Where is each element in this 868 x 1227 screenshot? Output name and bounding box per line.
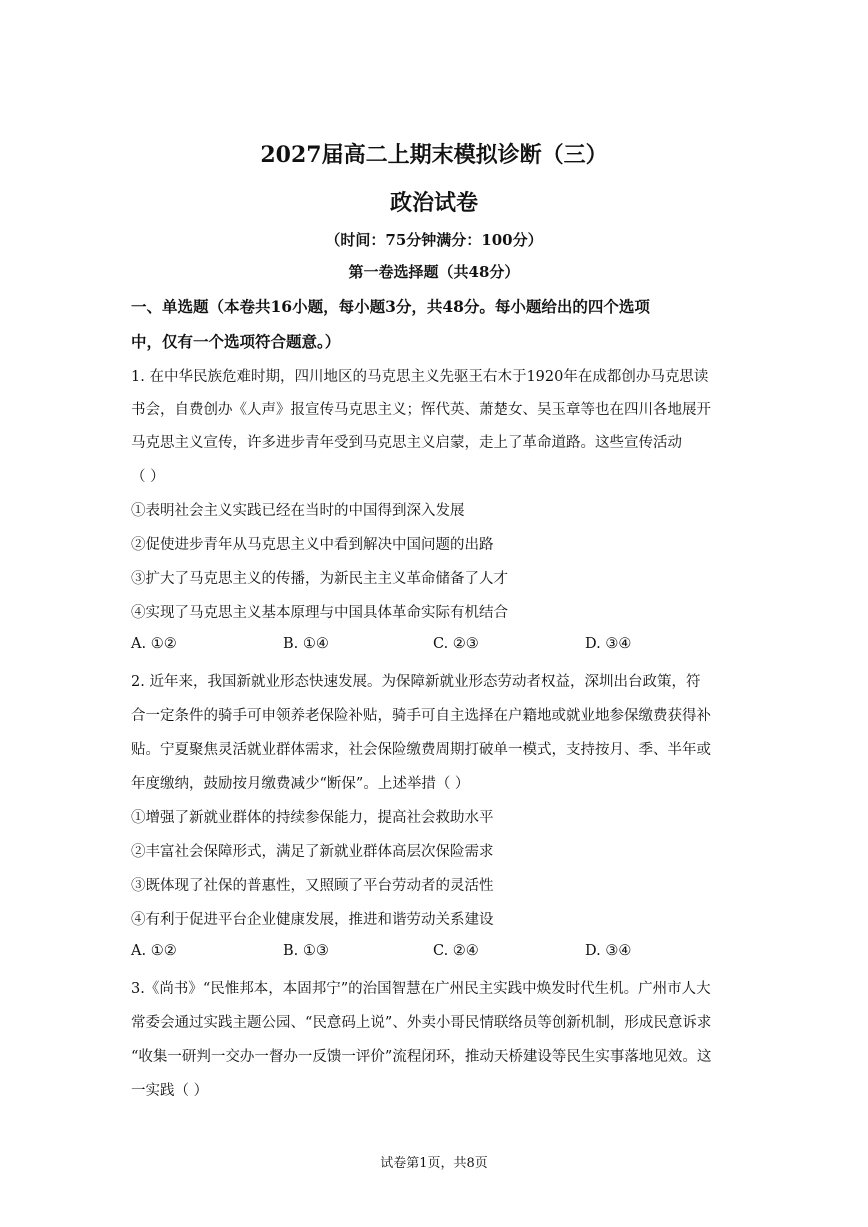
q2-item: ②丰富社会保障形式，满足了新就业群体高层次保险需求 (131, 844, 494, 860)
q1-stem-line: 书会，自费创办《人声》报宣传马克思主义；恽代英、萧楚女、吴玉章等也在四川各地展开 (131, 402, 711, 418)
q2-option-d: D. ③④ (585, 943, 632, 959)
q2-stem-line: 2. 近年来，我国新就业形态快速发展。为保障新就业形态劳动者权益，深圳出台政策，符 (131, 674, 701, 690)
q1-stem-line: （ ） (131, 469, 165, 485)
q1-option-a: A. ①② (131, 636, 177, 652)
q3-stem-line: 常委会通过实践主题公园、“民意码上说”、外卖小哥民情联络员等创新机制，形成民意诉求 (131, 1015, 712, 1031)
q1-option-d: D. ③④ (585, 636, 632, 652)
q2-stem-line: 贴。宁夏聚焦灵活就业群体需求，社会保险缴费周期打破单一模式，支持按月、季、半年或 (131, 742, 711, 758)
section-heading-line1: 一、单选题（本卷共16小题，每小题3分，共48分。每小题给出的四个选项 (131, 297, 650, 316)
q1-option-b: B. ①④ (283, 636, 329, 652)
q2-stem-line: 合一定条件的骑手可申领养老保险补贴，骑手可自主选择在户籍地或就业地参保缴费获得补 (131, 708, 711, 724)
q1-stem-line: 1. 在中华民族危难时期，四川地区的马克思主义先驱王右木于1920年在成都创办马克思读 (131, 369, 709, 385)
q3-stem-line: “收集一研判一交办一督办一反馈一评价”流程闭环，推动天桥建设等民生实事落地见效。这 (131, 1049, 712, 1065)
q3-stem-line: 一实践（ ） (131, 1083, 209, 1099)
q1-item: ④实现了马克思主义基本原理与中国具体革命实际有机结合 (131, 605, 508, 621)
q1-item: ①表明社会主义实践已经在当时的中国得到深入发展 (131, 503, 465, 519)
q2-item: ③既体现了社保的普惠性，又照顾了平台劳动者的灵活性 (131, 878, 494, 894)
q2-item: ④有利于促进平台企业健康发展，推进和谐劳动关系建设 (131, 912, 494, 928)
q2-item: ①增强了新就业群体的持续参保能力，提高社会救助水平 (131, 810, 494, 826)
page-footer: 试卷第1页，共8页 (380, 1156, 488, 1171)
section-heading-line2: 中，仅有一个选项符合题意。） (131, 332, 341, 351)
exam-title: 2027届高二上期末模拟诊断（三） (260, 142, 608, 168)
q2-option-b: B. ①③ (283, 943, 329, 959)
q2-option-a: A. ①② (131, 943, 177, 959)
q2-stem-line: 年度缴纳，鼓励按月缴费减少“断保”。上述举措（ ） (131, 776, 470, 792)
q1-stem-line: 马克思主义宣传，许多进步青年受到马克思主义启蒙，走上了革命道路。这些宣传活动 (131, 435, 682, 451)
q2-option-c: C. ②④ (433, 943, 479, 959)
q1-item: ③扩大了马克思主义的传播，为新民主主义革命储备了人才 (131, 571, 508, 587)
exam-subject: 政治试卷 (389, 190, 478, 216)
part-title: 第一卷选择题（共48分） (348, 263, 520, 281)
q1-option-c: C. ②③ (433, 636, 479, 652)
q1-item: ②促使进步青年从马克思主义中看到解决中国问题的出路 (131, 537, 494, 553)
q3-stem-line: 3.《尚书》“民惟邦本，本固邦宁”的治国智慧在广州民主实践中焕发时代生机。广州市人大 (131, 981, 711, 997)
time-info: （时间：75分钟满分：100分） (325, 231, 543, 249)
